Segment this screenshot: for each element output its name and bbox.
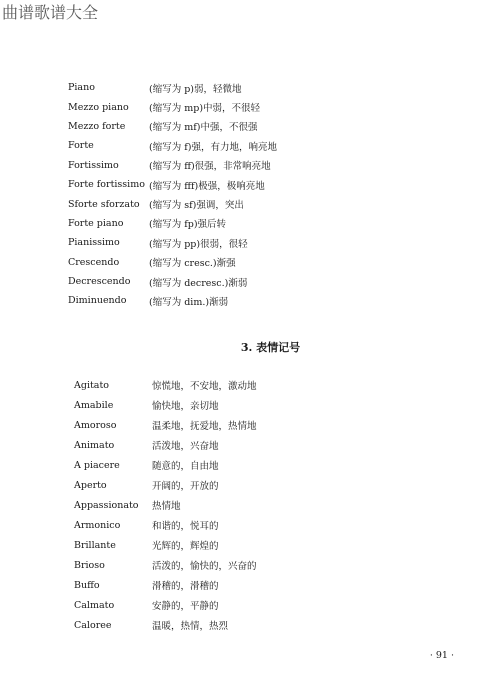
list-item <box>68 156 428 175</box>
term: Armonico <box>74 519 121 531</box>
definition: (缩写为 ff)很强，非常响亮地 <box>149 161 271 173</box>
definition: (缩写为 mf)中强，不很强 <box>149 122 258 134</box>
term: Caloree <box>74 619 112 631</box>
term: Piano <box>68 82 95 94</box>
definition: 温暖，热情，热烈 <box>152 621 229 632</box>
list-item <box>74 435 404 455</box>
list-item <box>74 535 404 555</box>
definition: 活泼的，愉快的，兴奋的 <box>152 561 257 572</box>
term: Diminuendo <box>68 295 127 307</box>
definition: (缩写为 fff)极强，极响亮地 <box>149 180 265 192</box>
term: Pianissimo <box>68 237 120 249</box>
list-item <box>74 515 404 535</box>
definition: 滑稽的，滑稽的 <box>152 581 219 592</box>
list-item <box>74 415 404 435</box>
definition: 随意的，自由地 <box>152 461 219 472</box>
definition: 开阔的，开放的 <box>152 481 219 492</box>
definition: (缩写为 dim.)渐弱 <box>149 296 229 308</box>
list-item <box>68 272 428 291</box>
definition: 安静的，平静的 <box>152 601 219 612</box>
list-item <box>68 233 428 252</box>
term: Amabile <box>74 399 114 411</box>
list-item <box>68 117 428 136</box>
term: Amoroso <box>74 419 117 431</box>
definition: (缩写为 sf)强调，突出 <box>149 200 244 212</box>
definition: 温柔地，抚爱地，热情地 <box>152 421 257 432</box>
term: Buffo <box>74 579 100 591</box>
list-item <box>74 595 404 615</box>
term: Crescendo <box>68 256 120 268</box>
list-item <box>68 136 428 155</box>
term: Fortissimo <box>68 159 119 171</box>
expressions-list <box>74 375 404 635</box>
term: Mezzo piano <box>68 101 129 113</box>
definition: 惊慌地，不安地，激动地 <box>152 381 257 392</box>
term: A piacere <box>74 459 120 471</box>
definition: (缩写为 p)弱，轻微地 <box>149 83 242 95</box>
term: Forte <box>68 140 94 152</box>
section-heading-text: 3. 表情记号 <box>240 341 301 354</box>
term: Forte fortissimo <box>68 179 145 191</box>
list-item <box>74 495 404 515</box>
term: Brioso <box>74 559 105 571</box>
list-item <box>74 375 404 395</box>
section-heading <box>0 339 481 355</box>
watermark-text: 曲谱歌谱大全 <box>2 3 99 22</box>
page-number: · 91 · <box>429 650 454 661</box>
definition: (缩写为 decresc.)渐弱 <box>149 277 248 289</box>
list-item <box>74 475 404 495</box>
list-item <box>74 575 404 595</box>
term: Appassionato <box>74 499 139 511</box>
definition: 热情地 <box>152 501 181 512</box>
term: Aperto <box>74 479 107 491</box>
list-item <box>74 615 404 635</box>
list-item <box>68 253 428 272</box>
definition: (缩写为 pp)很弱，很轻 <box>149 238 248 250</box>
list-item <box>68 291 428 310</box>
definition: 愉快地，亲切地 <box>152 401 219 412</box>
list-item <box>68 78 428 97</box>
list-item <box>74 455 404 475</box>
definition: (缩写为 fp)强后转 <box>149 219 227 231</box>
term: Decrescendo <box>68 276 131 288</box>
list-item <box>68 175 428 194</box>
term: Sforte sforzato <box>68 198 140 210</box>
list-item <box>74 395 404 415</box>
list-item <box>68 194 428 213</box>
definition: (缩写为 mp)中弱，不很轻 <box>149 103 261 115</box>
list-item <box>74 555 404 575</box>
dynamics-list <box>68 78 428 311</box>
list-item <box>68 97 428 116</box>
list-item <box>68 214 428 233</box>
term: Forte piano <box>68 217 124 229</box>
term: Animato <box>74 439 115 451</box>
term: Calmato <box>74 599 115 611</box>
definition: 光辉的，辉煌的 <box>152 541 219 552</box>
definition: (缩写为 f)强，有力地，响亮地 <box>149 141 277 153</box>
definition: 和谐的，悦耳的 <box>152 521 219 532</box>
definition: (缩写为 cresc.)渐强 <box>149 258 236 270</box>
term: Mezzo forte <box>68 120 126 132</box>
term: Agitato <box>74 379 109 391</box>
term: Brillante <box>74 539 116 551</box>
definition: 活泼地，兴奋地 <box>152 441 219 452</box>
